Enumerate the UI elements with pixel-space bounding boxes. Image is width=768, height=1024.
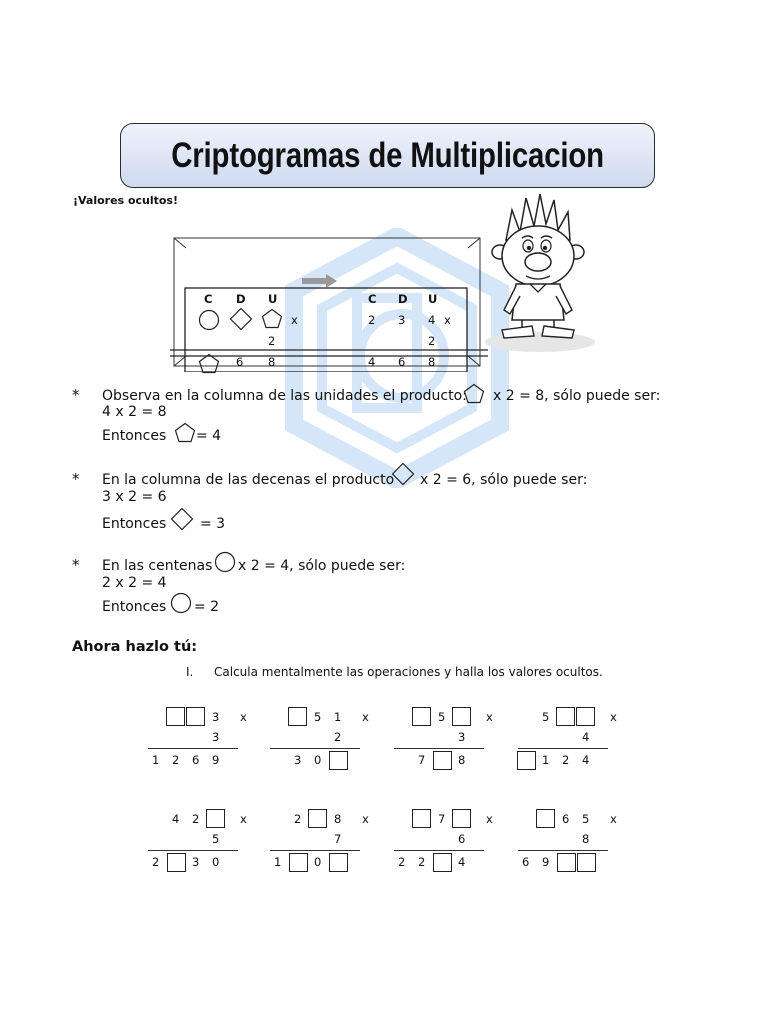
step1-line3-post: = 4 [196,428,222,444]
times-sign: x [610,812,617,826]
subtitle: ¡Valores ocultos! [73,194,178,207]
example-r1-c: 2 [368,313,376,327]
result-digit: 7 [418,753,426,767]
circle-icon [214,551,236,573]
page-title: Criptogramas de Multiplicacion [171,135,604,175]
times-sign: x [362,812,369,826]
sum-line [148,850,238,851]
times-sign: x [362,710,369,724]
result-digit: 4 [458,855,466,869]
answer-box[interactable] [517,751,536,770]
example-result-left-u: 8 [268,355,276,369]
digit: 8 [334,812,342,826]
pentagon-icon [463,383,485,404]
step3-line2: 2 x 2 = 4 [102,575,167,591]
result-digit: 8 [458,753,466,767]
example-r1-d: 3 [398,313,406,327]
example-header-u-left: U [268,292,278,306]
result-digit: 4 [582,753,590,767]
practice-heading: Ahora hazlo tú: [72,639,198,655]
multiplier: 6 [458,832,466,846]
result-digit: 9 [212,753,220,767]
example-times-right: x [444,313,451,327]
digit: 1 [334,710,342,724]
answer-box[interactable] [556,707,575,726]
times-sign: x [610,710,617,724]
arrow-icon [302,273,338,289]
diamond-icon [170,507,194,531]
instruction-number: I. [186,665,194,679]
sum-line [518,850,608,851]
example-frame [170,232,488,372]
result-digit: 0 [314,855,322,869]
times-sign: x [486,812,493,826]
answer-box[interactable] [308,809,327,828]
result-digit: 3 [192,855,200,869]
multiplier: 5 [212,832,220,846]
step3-line1-post: x 2 = 4, sólo puede ser: [238,558,406,574]
digit: 4 [172,812,180,826]
result-digit: 9 [542,855,550,869]
answer-box[interactable] [536,809,555,828]
result-digit: 2 [172,753,180,767]
cartoon-character-illustration [482,192,598,358]
step1-line1-text: Observa en la columna de las unidades el producto: [102,388,467,404]
example-r1-u: 4 [428,313,436,327]
answer-box[interactable] [557,853,576,872]
bullet-star: * [72,556,80,574]
pentagon-icon [198,353,220,374]
answer-box[interactable] [452,707,471,726]
bullet-star: * [72,386,80,404]
sum-line [270,850,360,851]
bullet-star: * [72,470,80,488]
example-result-right-c: 4 [368,355,376,369]
step2-line3: Entonces [102,516,167,532]
circle-icon [198,309,220,331]
answer-box[interactable] [576,707,595,726]
example-multiplier-left: 2 [268,334,276,348]
step2-line2: 3 x 2 = 6 [102,489,167,505]
multiplier: 4 [582,730,590,744]
result-digit: 1 [152,753,160,767]
multiplier: 3 [212,730,220,744]
result-digit: 2 [398,855,406,869]
answer-box[interactable] [206,809,225,828]
answer-box[interactable] [433,751,452,770]
result-digit: 2 [562,753,570,767]
sum-line [394,748,484,749]
answer-box[interactable] [329,853,348,872]
instruction-text: Calcula mentalmente las operaciones y halla los valores ocultos. [214,665,603,679]
example-times-left: x [291,313,298,327]
step3-line3: Entonces [102,599,167,615]
result-digit: 2 [418,855,426,869]
answer-box[interactable] [186,707,205,726]
answer-box[interactable] [412,809,431,828]
diamond-icon [229,307,253,331]
example-header-c-right: C [368,292,377,306]
result-digit: 1 [542,753,550,767]
digit: 5 [582,812,590,826]
example-header-c-left: C [204,292,213,306]
times-sign: x [486,710,493,724]
answer-box[interactable] [329,751,348,770]
circle-icon [170,592,192,614]
digit: 7 [438,812,446,826]
example-result-right-u: 8 [428,355,436,369]
example-header-d-left: D [236,292,246,306]
result-digit: 6 [522,855,530,869]
instruction [186,665,603,679]
result-digit: 2 [152,855,160,869]
result-digit: 0 [212,855,220,869]
step1-line2: 4 x 2 = 8 [102,404,167,420]
sum-line [270,748,360,749]
multiplier: 3 [458,730,466,744]
answer-box[interactable] [433,853,452,872]
times-sign: x [240,710,247,724]
pentagon-icon [261,308,283,329]
times-sign: x [240,812,247,826]
result-digit: 3 [294,753,302,767]
answer-box[interactable] [577,853,596,872]
result-digit: 0 [314,753,322,767]
example-header-d-right: D [398,292,408,306]
answer-box[interactable] [166,707,185,726]
digit: 2 [294,812,302,826]
example-result-left-d: 6 [236,355,244,369]
answer-box[interactable] [167,853,186,872]
answer-box[interactable] [289,853,308,872]
digit: 3 [212,710,220,724]
step3-line3-post: = 2 [194,599,220,615]
multiplier: 7 [334,832,342,846]
step2-line1-text: En la columna de las decenas el producto [102,472,395,488]
answer-box[interactable] [452,809,471,828]
step2-line1-post: x 2 = 6, sólo puede ser: [420,472,588,488]
title-banner [120,123,655,188]
digit: 2 [192,812,200,826]
example-result-right-d: 6 [398,355,406,369]
digit: 5 [542,710,550,724]
result-digit: 1 [274,855,282,869]
sum-line [148,748,238,749]
diamond-icon [391,462,415,486]
digit: 5 [438,710,446,724]
digit: 6 [562,812,570,826]
multiplier: 8 [582,832,590,846]
step1-line3: Entonces [102,428,167,444]
example-header-u-right: U [428,292,438,306]
example-multiplier-right: 2 [428,334,436,348]
step2-line3-post: = 3 [200,516,226,532]
step3-line1-text: En las centenas [102,558,213,574]
sum-line [518,748,608,749]
answer-box[interactable] [288,707,307,726]
answer-box[interactable] [412,707,431,726]
digit: 5 [314,710,322,724]
multiplier: 2 [334,730,342,744]
sum-line [394,850,484,851]
step1-line1-post: x 2 = 8, sólo puede ser: [493,388,661,404]
pentagon-icon [174,422,196,443]
result-digit: 6 [192,753,200,767]
